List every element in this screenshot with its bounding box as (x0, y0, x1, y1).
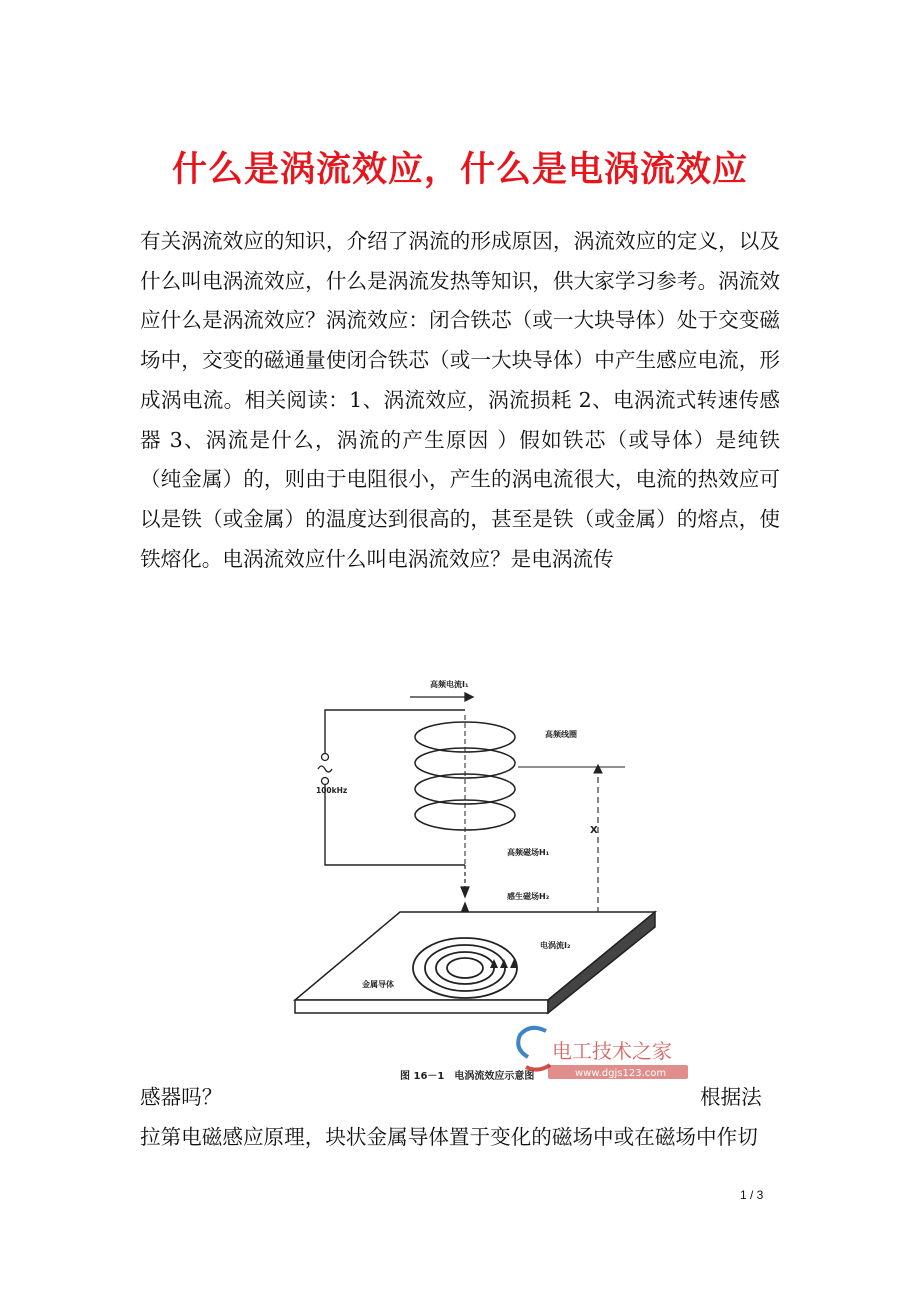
ac-source-icon (318, 754, 332, 785)
eddy-arrows (490, 959, 518, 968)
field-h1-arrow (461, 865, 469, 897)
current-arrow (410, 693, 473, 701)
distance-label: X (590, 825, 598, 836)
watermark-url: www.dgjs123.com (575, 1068, 667, 1079)
body-paragraph-1: 有关涡流效应的知识，介绍了涡流的形成原因，涡流效应的定义，以及什么叫电涡流效应，什么是涡流发热等知识，供大家学习参考。涡流效应什么是涡流效应？涡流效应：闭合铁芯（或一大块导体）处于交变磁场中，交变的磁通量使闭合铁芯（或一大块导体）中产生感应电流，形成涡电流。相关阅读：1、涡流效应，涡流损耗 2、电涡流式转速传感器 3、涡流是什么，涡流的产生原因 ）假如铁芯（或导体）是纯铁（纯金属）的，则由于电阻很小，产生的涡电流很大，电流的热效应可以是铁（或金属）的温度达到很高的，甚至是铁（或金属）的熔点，使铁熔化。电涡流效应什么叫电涡流效应？是电涡流传 (140, 229, 780, 571)
inline-text-left: 感器吗？ (140, 1085, 223, 1109)
frequency-label: 100kHz (316, 786, 348, 795)
coil-label: 高频线圈 (545, 730, 577, 739)
field-h1-label: 高频磁场H₁ (507, 848, 550, 857)
field-h2-label: 感生磁场H₂ (507, 892, 550, 901)
body-paragraph-2: 拉第电磁感应原理，块状金属导体置于变化的磁场中或在磁场中作切 (140, 1125, 758, 1149)
page-title: 什么是涡流效应，什么是电涡流效应 (171, 149, 748, 190)
page-number: 1 / 3 (740, 1188, 764, 1202)
eddy-label: 电涡流I₂ (540, 941, 571, 950)
figure-caption: 图 16－1 电涡流效应示意图 (400, 1071, 535, 1082)
watermark-name: 电工技术之家 (552, 1039, 672, 1063)
eddy-current-diagram (290, 665, 710, 1090)
watermark-logo (518, 1028, 550, 1070)
conductor-label: 金属导体 (362, 980, 394, 989)
current-label: 高频电流I₁ (430, 680, 469, 689)
inline-text-right: 根据法 (700, 1085, 762, 1109)
